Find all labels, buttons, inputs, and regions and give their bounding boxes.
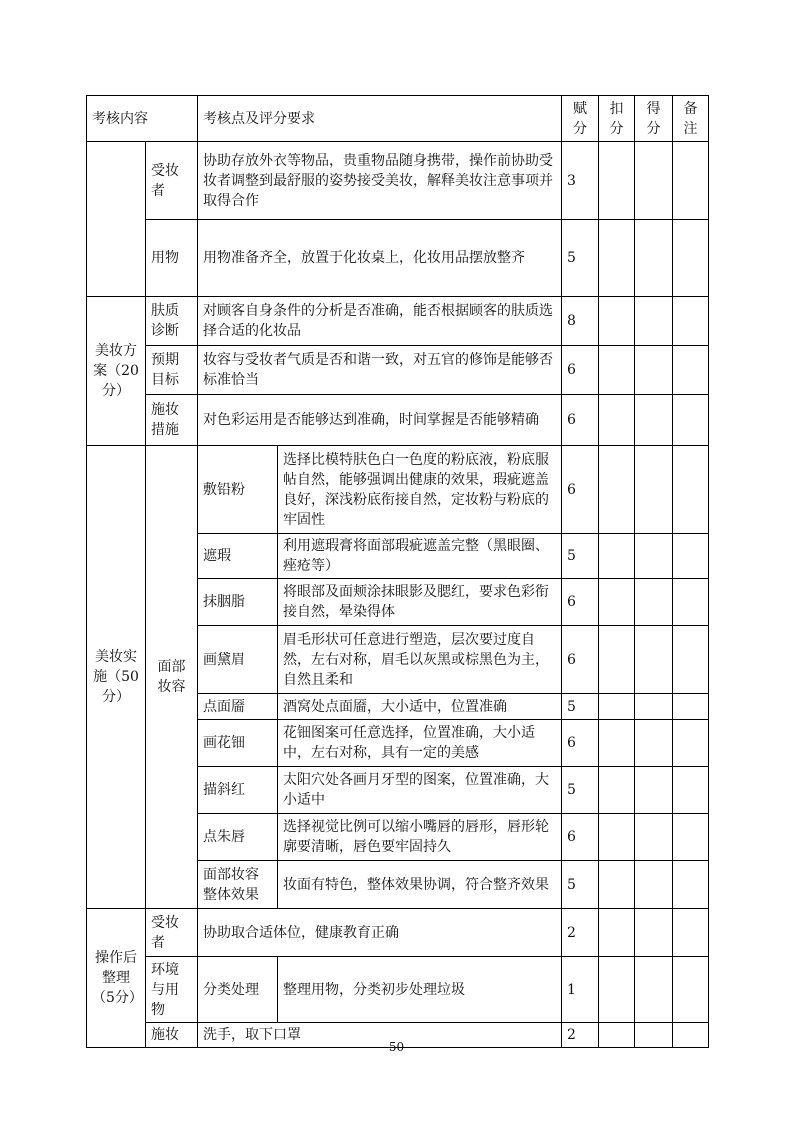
sub-label: 施妆 (146, 1023, 198, 1048)
criteria-text: 酒窝处点面靥，大小适中，位置准确 (278, 694, 562, 720)
table-row (87, 297, 709, 346)
item-label: 画黛眉 (198, 626, 278, 694)
points: 6 (562, 626, 599, 694)
assessment-table (86, 95, 709, 1048)
header-content: 考核内容 (87, 96, 198, 142)
criteria-text: 对色彩运用是否能够达到准确，时间掌握是否能够精确 (198, 395, 562, 446)
item-label: 分类处理 (198, 957, 278, 1023)
header-score: 得分 (635, 96, 673, 142)
points: 2 (562, 909, 599, 957)
sub-label: 肤质诊断 (146, 297, 198, 346)
criteria-text: 选择视觉比例可以缩小嘴唇的唇形，唇形轮廓要清晰，唇色要牢固持久 (278, 814, 562, 861)
header-remark: 备注 (673, 96, 709, 142)
impl-group-label: 面部妆容 (146, 446, 198, 909)
section-impl-label: 美妆实施（50分） (87, 446, 146, 909)
sub-label: 施妆措施 (146, 395, 198, 446)
points: 1 (562, 957, 599, 1023)
page-number: 50 (388, 1040, 405, 1054)
table-row (87, 346, 709, 395)
item-label: 面部妆容整体效果 (198, 861, 278, 909)
section-plan-label: 美妆方案（20分） (87, 297, 146, 446)
points: 5 (562, 767, 599, 814)
criteria-text: 洗手，取下口罩 (198, 1023, 562, 1048)
criteria-text: 眉毛形状可任意进行塑造，层次要过度自然，左右对称，眉毛以灰黑或棕黑色为主，自然且柔和 (278, 626, 562, 694)
table-row (87, 142, 709, 220)
sub-label: 环境与用物 (146, 957, 198, 1023)
table-row (87, 446, 709, 534)
table-row (87, 957, 709, 1023)
header-criteria: 考核点及评分要求 (198, 96, 562, 142)
sub-label: 受妆者 (146, 909, 198, 957)
points: 6 (562, 720, 599, 767)
sub-label: 用物 (146, 220, 198, 297)
criteria-text: 花钿图案可任意选择，位置准确，大小适中，左右对称，具有一定的美感 (278, 720, 562, 767)
table-row (87, 220, 709, 297)
points: 6 (562, 579, 599, 626)
criteria-text: 协助取合适体位，健康教育正确 (198, 909, 562, 957)
item-label: 点朱唇 (198, 814, 278, 861)
item-label: 画花钿 (198, 720, 278, 767)
criteria-text: 选择比模特肤色白一色度的粉底液，粉底服帖自然，能够强调出健康的效果，瑕疵遮盖良好，深浅粉底衔接自然，定妆粉与粉底的牢固性 (278, 446, 562, 534)
points: 2 (562, 1023, 599, 1048)
header-assign: 赋分 (562, 96, 599, 142)
points: 3 (562, 142, 599, 220)
criteria-text: 将眼部及面颊涂抹眼影及腮红，要求色彩衔接自然，晕染得体 (278, 579, 562, 626)
criteria-text: 妆面有特色，整体效果协调，符合整齐效果 (278, 861, 562, 909)
item-label: 点面靥 (198, 694, 278, 720)
criteria-text: 利用遮瑕膏将面部瑕疵遮盖完整（黑眼圈、痤疮等） (278, 534, 562, 579)
item-label: 敷铅粉 (198, 446, 278, 534)
header-deduct: 扣分 (599, 96, 635, 142)
points: 5 (562, 220, 599, 297)
header-row (87, 96, 709, 142)
sub-label: 预期目标 (146, 346, 198, 395)
table-row (87, 395, 709, 446)
item-label: 抹胭脂 (198, 579, 278, 626)
section-prep-label (87, 142, 146, 297)
criteria-text: 协助存放外衣等物品，贵重物品随身携带，操作前协助受妆者调整到最舒服的姿势接受美妆，解释美妆注意事项并取得合作 (198, 142, 562, 220)
points: 6 (562, 814, 599, 861)
points: 5 (562, 694, 599, 720)
criteria-text: 对顾客自身条件的分析是否准确，能否根据顾客的肤质选择合适的化妆品 (198, 297, 562, 346)
points: 6 (562, 395, 599, 446)
criteria-text: 妆容与受妆者气质是否和谐一致，对五官的修饰是能够否标准恰当 (198, 346, 562, 395)
item-label: 描斜红 (198, 767, 278, 814)
criteria-text: 太阳穴处各画月牙型的图案，位置准确，大小适中 (278, 767, 562, 814)
criteria-text: 整理用物，分类初步处理垃圾 (278, 957, 562, 1023)
criteria-text: 用物准备齐全，放置于化妆桌上，化妆用品摆放整齐 (198, 220, 562, 297)
points: 5 (562, 861, 599, 909)
table-row (87, 909, 709, 957)
points: 8 (562, 297, 599, 346)
sub-label: 受妆者 (146, 142, 198, 220)
points: 5 (562, 534, 599, 579)
section-after-label: 操作后整理（5分） (87, 909, 146, 1048)
item-label: 遮瑕 (198, 534, 278, 579)
points: 6 (562, 346, 599, 395)
points: 6 (562, 446, 599, 534)
